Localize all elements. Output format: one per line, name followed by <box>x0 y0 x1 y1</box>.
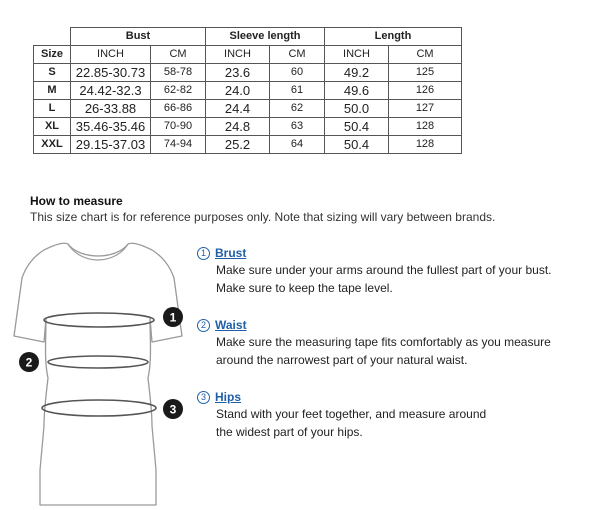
sleeve-cm-cell: 60 <box>270 64 325 82</box>
how-to-measure-title: How to measure <box>30 194 123 208</box>
length-cm-cell: 125 <box>389 64 462 82</box>
bust-cm-cell: 58-78 <box>151 64 206 82</box>
sleeve-inch-cell: 23.6 <box>206 64 270 82</box>
step-line: Make sure the measuring tape fits comfortably as you measure <box>216 335 551 349</box>
step-line: the widest part of your hips. <box>216 425 363 439</box>
bust-inch-cell: 26-33.88 <box>71 100 151 118</box>
marker-1-label: 1 <box>169 310 177 325</box>
table-group-header-row <box>34 28 462 46</box>
bust-header: Bust <box>71 28 206 46</box>
table-row <box>34 136 462 154</box>
step-title-link[interactable]: Hips <box>215 390 242 404</box>
marker-2 <box>19 352 39 372</box>
marker-3 <box>163 399 183 419</box>
dress-outline <box>14 243 182 505</box>
step-line: Make sure to keep the tape level. <box>216 281 393 295</box>
step-title-link[interactable]: Brust <box>215 246 247 260</box>
length-inch-cell: 50.0 <box>325 100 389 118</box>
step-waist <box>197 317 551 369</box>
step-bust <box>197 245 552 297</box>
bust-cm-cell: 62-82 <box>151 82 206 100</box>
length-cm-cell: 128 <box>389 118 462 136</box>
bust-inch-cell: 24.42-32.3 <box>71 82 151 100</box>
step-number-badge: 1 <box>197 247 210 260</box>
size-header: Size <box>34 46 71 64</box>
bust-inch-cell: 35.46-35.46 <box>71 118 151 136</box>
table-corner <box>34 28 71 46</box>
bust-cm-cell: 74-94 <box>151 136 206 154</box>
bust-inch-cell: 29.15-37.03 <box>71 136 151 154</box>
sleeve-cm-header: CM <box>270 46 325 64</box>
length-inch-header: INCH <box>325 46 389 64</box>
sleeve-inch-cell: 24.8 <box>206 118 270 136</box>
marker-3-label: 3 <box>169 402 177 417</box>
length-cm-header: CM <box>389 46 462 64</box>
length-cm-cell: 127 <box>389 100 462 118</box>
length-inch-cell: 49.6 <box>325 82 389 100</box>
table-row <box>34 100 462 118</box>
sleeve-cm-cell: 64 <box>270 136 325 154</box>
bust-inch-cell: 22.85-30.73 <box>71 64 151 82</box>
table-row <box>34 64 462 82</box>
sleeve-cm-cell: 62 <box>270 100 325 118</box>
reference-note: This size chart is for reference purposes only. Note that sizing will vary between brands. <box>30 210 496 224</box>
bust-cm-header: CM <box>151 46 206 64</box>
dress-figure <box>0 230 200 510</box>
size-chart-table <box>33 27 462 154</box>
step-line: around the narrowest part of your natural waist. <box>216 353 468 367</box>
bust-inch-header: INCH <box>71 46 151 64</box>
sleeve-length-header: Sleeve length <box>206 28 325 46</box>
step-number-badge: 2 <box>197 319 210 332</box>
step-line: Stand with your feet together, and measure around <box>216 407 487 421</box>
table-unit-header-row <box>34 46 462 64</box>
sleeve-cm-cell: 61 <box>270 82 325 100</box>
sleeve-inch-cell: 24.4 <box>206 100 270 118</box>
step-number-badge: 3 <box>197 391 210 404</box>
size-cell: M <box>34 82 71 100</box>
sleeve-inch-cell: 25.2 <box>206 136 270 154</box>
length-cm-cell: 126 <box>389 82 462 100</box>
length-cm-cell: 128 <box>389 136 462 154</box>
sleeve-inch-cell: 24.0 <box>206 82 270 100</box>
table-row <box>34 82 462 100</box>
size-cell: S <box>34 64 71 82</box>
length-inch-cell: 50.4 <box>325 118 389 136</box>
step-line: Make sure under your arms around the fullest part of your bust. <box>216 263 552 277</box>
length-inch-cell: 49.2 <box>325 64 389 82</box>
length-inch-cell: 50.4 <box>325 136 389 154</box>
size-cell: L <box>34 100 71 118</box>
bust-cm-cell: 70-90 <box>151 118 206 136</box>
step-title-link[interactable]: Waist <box>215 318 247 332</box>
step-hips <box>197 389 486 441</box>
sleeve-cm-cell: 63 <box>270 118 325 136</box>
marker-2-label: 2 <box>25 355 33 370</box>
sleeve-inch-header: INCH <box>206 46 270 64</box>
bust-cm-cell: 66-86 <box>151 100 206 118</box>
length-header: Length <box>325 28 462 46</box>
table-row <box>34 118 462 136</box>
marker-1 <box>163 307 183 327</box>
size-cell: XL <box>34 118 71 136</box>
size-cell: XXL <box>34 136 71 154</box>
